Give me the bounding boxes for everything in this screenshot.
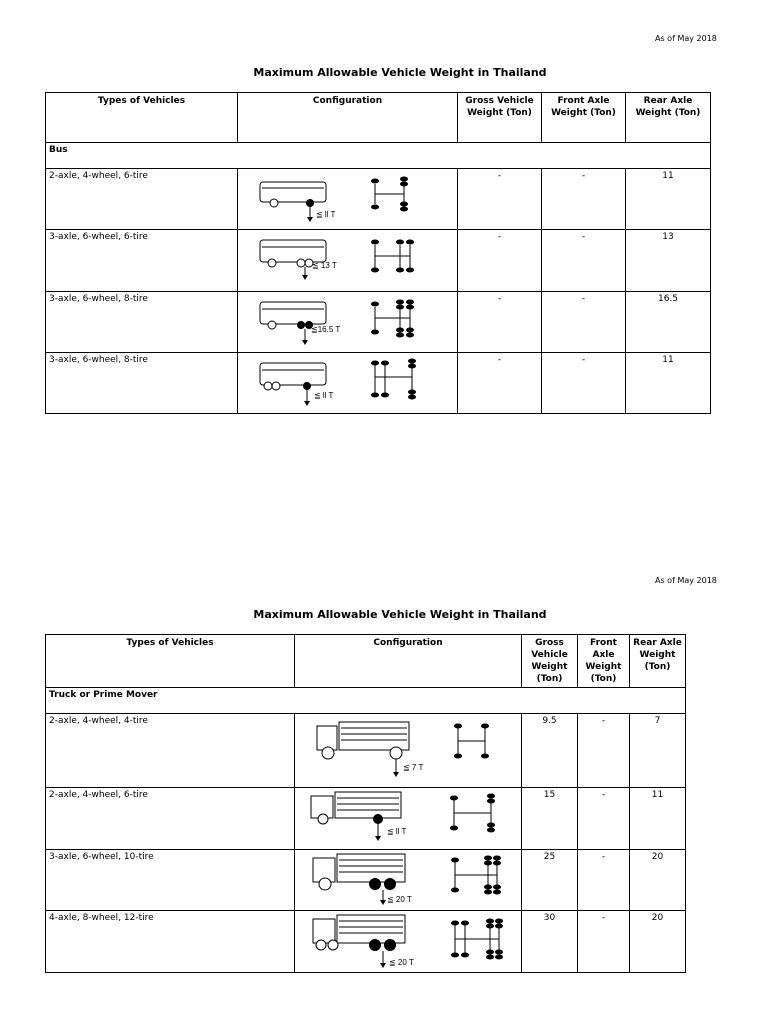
table-row (46, 850, 686, 911)
rear-value: 11 (626, 169, 711, 230)
front-value: - (578, 911, 630, 973)
gross-value: - (458, 353, 542, 414)
table-row (46, 714, 686, 788)
header-rear: Rear Axle Weight (Ton) (626, 93, 711, 143)
section-bus: Bus (46, 143, 711, 169)
header-front: Front Axle Weight (Ton) (542, 93, 626, 143)
configuration-cell (295, 850, 522, 911)
vehicle-type: 3-axle, 6-wheel, 6-tire (46, 230, 238, 292)
rear-value: 11 (630, 788, 686, 850)
table-row (46, 292, 711, 353)
table-title: Maximum Allowable Vehicle Weight in Thailand (253, 608, 547, 621)
front-value: - (542, 353, 626, 414)
rear-value: 20 (630, 911, 686, 973)
vehicle-type: 3-axle, 6-wheel, 10-tire (46, 850, 295, 911)
bus-3axle-diagram (238, 230, 458, 288)
rear-value: 16.5 (626, 292, 711, 353)
configuration-cell (238, 230, 458, 292)
gross-value: 25 (522, 850, 578, 911)
axle-load-label: ≦ ll T (387, 827, 407, 836)
front-value: - (542, 169, 626, 230)
rear-value: 11 (626, 353, 711, 414)
header-configuration: Configuration (295, 635, 522, 688)
axle-diagram (371, 177, 408, 212)
gross-value: 9.5 (522, 714, 578, 788)
table-row (46, 353, 711, 414)
header-configuration: Configuration (238, 93, 458, 143)
header-front: Front Axle Weight (Ton) (578, 635, 630, 688)
configuration-cell (295, 714, 522, 788)
table-row (46, 230, 711, 292)
vehicle-type: 2-axle, 4-wheel, 4-tire (46, 714, 295, 788)
truck-3axle-10tire-diagram (295, 850, 522, 908)
axle-load-label: ≦ 7 T (403, 763, 424, 772)
bus-icon (260, 182, 326, 207)
axle-load-label: ≦ ll T (316, 210, 336, 219)
axle-load-label: ≦ ll T (314, 391, 334, 400)
header-types: Types of Vehicles (46, 635, 295, 688)
configuration-cell (295, 911, 522, 973)
table-title: Maximum Allowable Vehicle Weight in Thailand (253, 66, 547, 79)
section-truck: Truck or Prime Mover (46, 688, 686, 714)
front-value: - (578, 788, 630, 850)
table-row (46, 911, 686, 973)
header-gross: Gross Vehicle Weight (Ton) (458, 93, 542, 143)
rear-value: 7 (630, 714, 686, 788)
gross-value: 15 (522, 788, 578, 850)
as-of-date: As of May 2018 (655, 34, 717, 43)
truck-2axle-6tire-diagram (295, 788, 522, 848)
vehicle-type: 3-axle, 6-wheel, 8-tire (46, 292, 238, 353)
vehicle-type: 3-axle, 6-wheel, 8-tire (46, 353, 238, 414)
front-value: - (542, 292, 626, 353)
truck-2axle-4tire-diagram (295, 714, 522, 786)
configuration-cell (295, 788, 522, 850)
configuration-cell (238, 292, 458, 353)
bus-weight-table (45, 92, 711, 414)
front-value: - (578, 714, 630, 788)
header-gross: Gross Vehicle Weight (Ton) (522, 635, 578, 688)
vehicle-type: 4-axle, 8-wheel, 12-tire (46, 911, 295, 973)
gross-value: - (458, 230, 542, 292)
table-row (46, 788, 686, 850)
axle-load-label: ≦ 20 T (389, 958, 414, 967)
axle-load-label: ≦ 20 T (387, 895, 412, 904)
gross-value: - (458, 292, 542, 353)
truck-4axle-12tire-diagram (295, 911, 522, 971)
configuration-cell (238, 169, 458, 230)
vehicle-type: 2-axle, 4-wheel, 6-tire (46, 788, 295, 850)
gross-value: - (458, 169, 542, 230)
axle-load-label: ≦ 13 T (312, 261, 337, 270)
bus-2axle-diagram (238, 169, 458, 227)
axle-load-label: ≦16.5 T (311, 325, 341, 334)
as-of-date: As of May 2018 (655, 576, 717, 585)
bus-3axle-steer-diagram (238, 353, 458, 411)
header-rear: Rear Axle Weight (Ton) (630, 635, 686, 688)
rear-value: 20 (630, 850, 686, 911)
gross-value: 30 (522, 911, 578, 973)
truck-weight-table (45, 634, 686, 973)
table-row (46, 169, 711, 230)
header-types: Types of Vehicles (46, 93, 238, 143)
front-value: - (578, 850, 630, 911)
bus-3axle-8tire-diagram (238, 292, 458, 350)
rear-value: 13 (626, 230, 711, 292)
front-value: - (542, 230, 626, 292)
vehicle-type: 2-axle, 4-wheel, 6-tire (46, 169, 238, 230)
configuration-cell (238, 353, 458, 414)
